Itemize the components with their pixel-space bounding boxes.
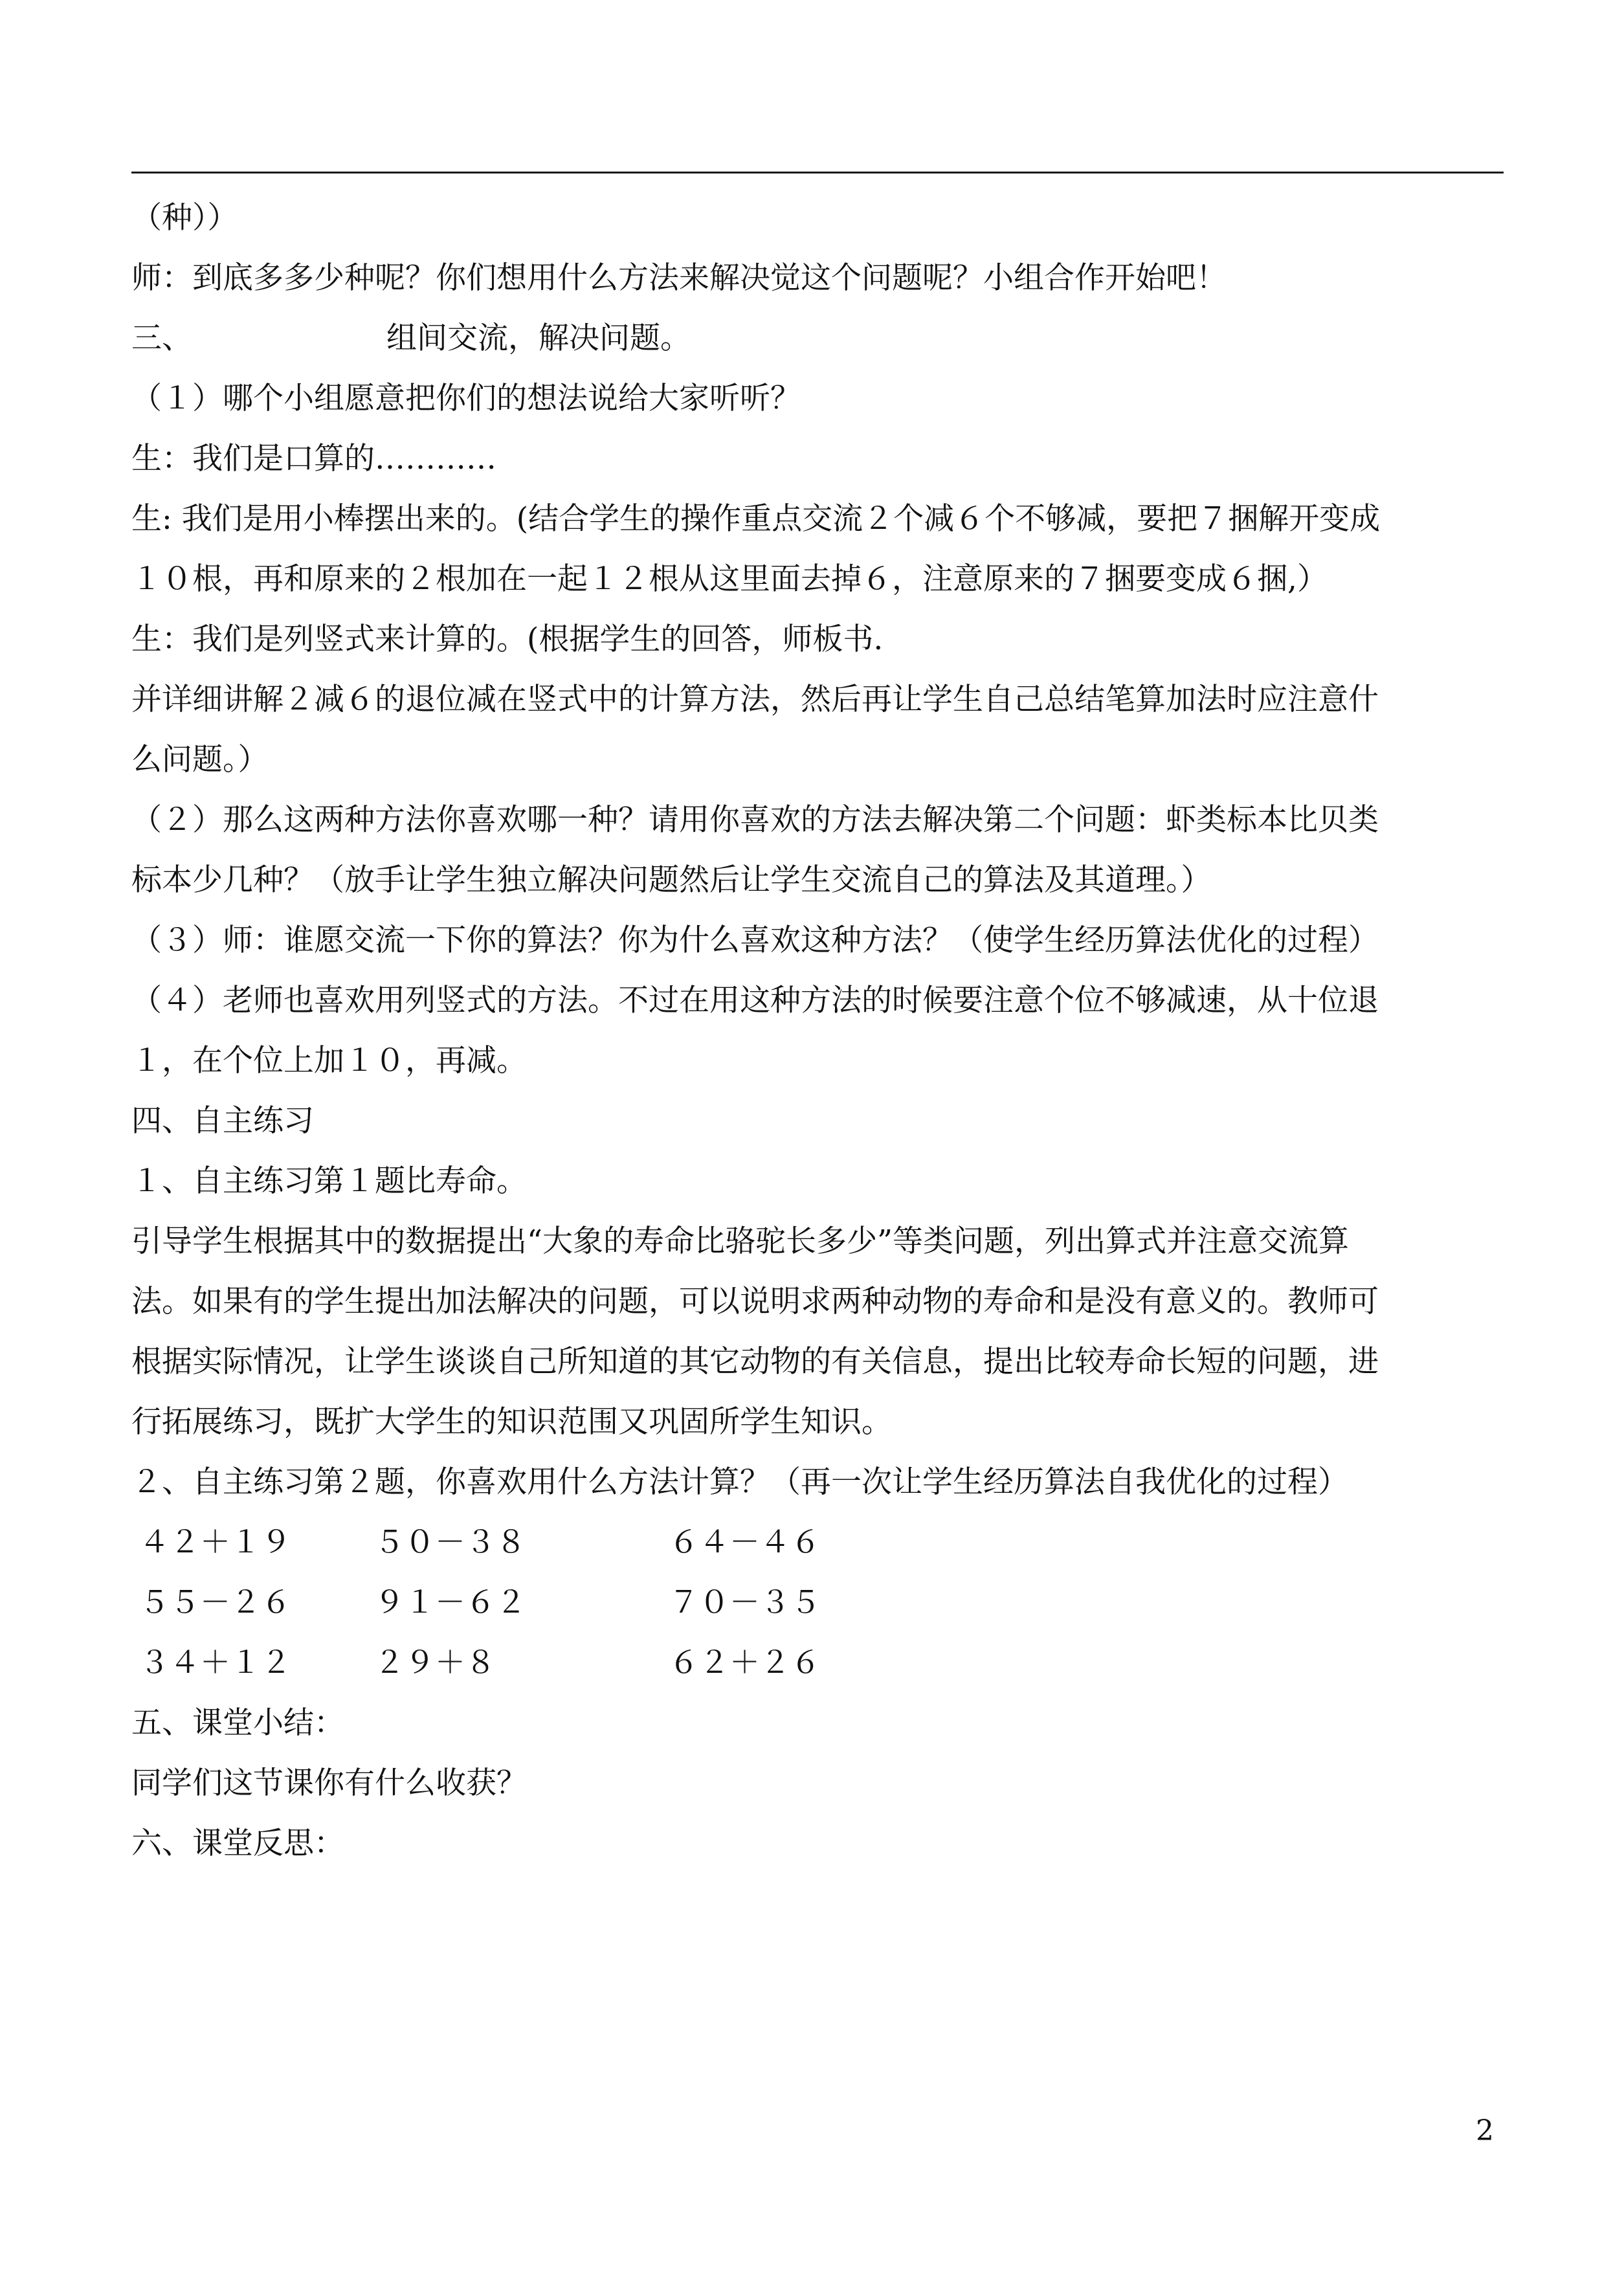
text-line: 行拓展练习，既扩大学生的知识范围又巩固所学生知识。 [131, 1404, 892, 1440]
text-line: 并详细讲解２减６的退位减在竖式中的计算方法，然后再让学生自己总结笔算加法时应注意什 [131, 682, 1379, 717]
text-line: （２）那么这两种方法你喜欢哪一种？请用你喜欢的方法去解决第二个问题：虾类标本比贝类 [131, 802, 1379, 838]
section-number: 三、 [131, 320, 192, 356]
document-body [131, 188, 1504, 1874]
exercise-equation: ９１－６２ [374, 1585, 526, 1620]
exercise-equation: ５５－２６ [139, 1585, 291, 1620]
exercise-equation: ３４＋１２ [139, 1645, 291, 1681]
exercise-row [131, 1572, 1504, 1633]
text-line: 生：我们是列竖式来计算的。(根据学生的回答，师板书. [131, 621, 884, 657]
exercise-equation: ５０－３８ [374, 1525, 526, 1560]
exercise-equation: ４２＋１９ [139, 1525, 291, 1560]
exercise-equation: ２９＋８ [374, 1645, 496, 1681]
text-line: １，在个位上加１０，再减。 [131, 1043, 527, 1079]
text-line: （１）哪个小组愿意把你们的想法说给大家听听？ [131, 381, 801, 416]
exercise-equation: ６２＋２６ [669, 1645, 821, 1681]
text-line: 生: 我们是用小棒摆出来的。(结合学生的操作重点交流２个减６个不够减，要把７捆解开变成 [131, 501, 1381, 537]
header-rule [131, 172, 1504, 173]
page-number: 2 [1476, 2114, 1494, 2147]
text-line: １、自主练习第１题比寿命。 [131, 1163, 527, 1199]
text-line: 生：我们是口算的………… [131, 441, 496, 476]
exercise-row [131, 1512, 1504, 1572]
text-line: 师：到底多多少种呢？你们想用什么方法来解决觉这个问题呢？小组合作开始吧！ [131, 260, 1227, 296]
text-line: 法。如果有的学生提出加法解决的问题，可以说明求两种动物的寿命和是没有意义的。教师可 [131, 1284, 1379, 1319]
section-heading-six: 六、课堂反思： [131, 1826, 344, 1861]
text-line: 引导学生根据其中的数据提出“大象的寿命比骆驼长多少”等类问题，列出算式并注意交流算 [131, 1224, 1350, 1259]
section-title: 组间交流，解决问题。 [386, 320, 691, 356]
exercise-equation: ６４－４６ [669, 1525, 821, 1560]
text-line: 么问题。） [131, 742, 269, 777]
section-heading-four: 四、自主练习 [131, 1103, 314, 1139]
exercise-row [131, 1633, 1504, 1693]
section-heading-three [131, 308, 1504, 368]
text-line: 同学们这节课你有什么收获？ [131, 1765, 527, 1801]
text-line: 根据实际情况，让学生谈谈自己所知道的其它动物的有关信息，提出比较寿命长短的问题，进 [131, 1344, 1379, 1380]
text-line: 标本少几种？（放手让学生独立解决问题然后让学生交流自己的算法及其道理。） [131, 862, 1212, 898]
section-heading-five: 五、课堂小结： [131, 1705, 344, 1741]
exercise-equation: ７０－３５ [669, 1585, 821, 1620]
text-line: （种）） [131, 200, 238, 236]
text-line: １０根，再和原来的２根加在一起１２根从这里面去掉６，注意原来的７捆要变成６捆,） [131, 561, 1328, 597]
text-line: （４）老师也喜欢用列竖式的方法。不过在用这种方法的时候要注意个位不够减速，从十位退 [131, 983, 1379, 1018]
text-line: ２、自主练习第２题，你喜欢用什么方法计算？（再一次让学生经历算法自我优化的过程） [131, 1464, 1348, 1500]
text-line: （３）师：谁愿交流一下你的算法？你为什么喜欢这种方法？（使学生经历算法优化的过程） [131, 923, 1379, 958]
